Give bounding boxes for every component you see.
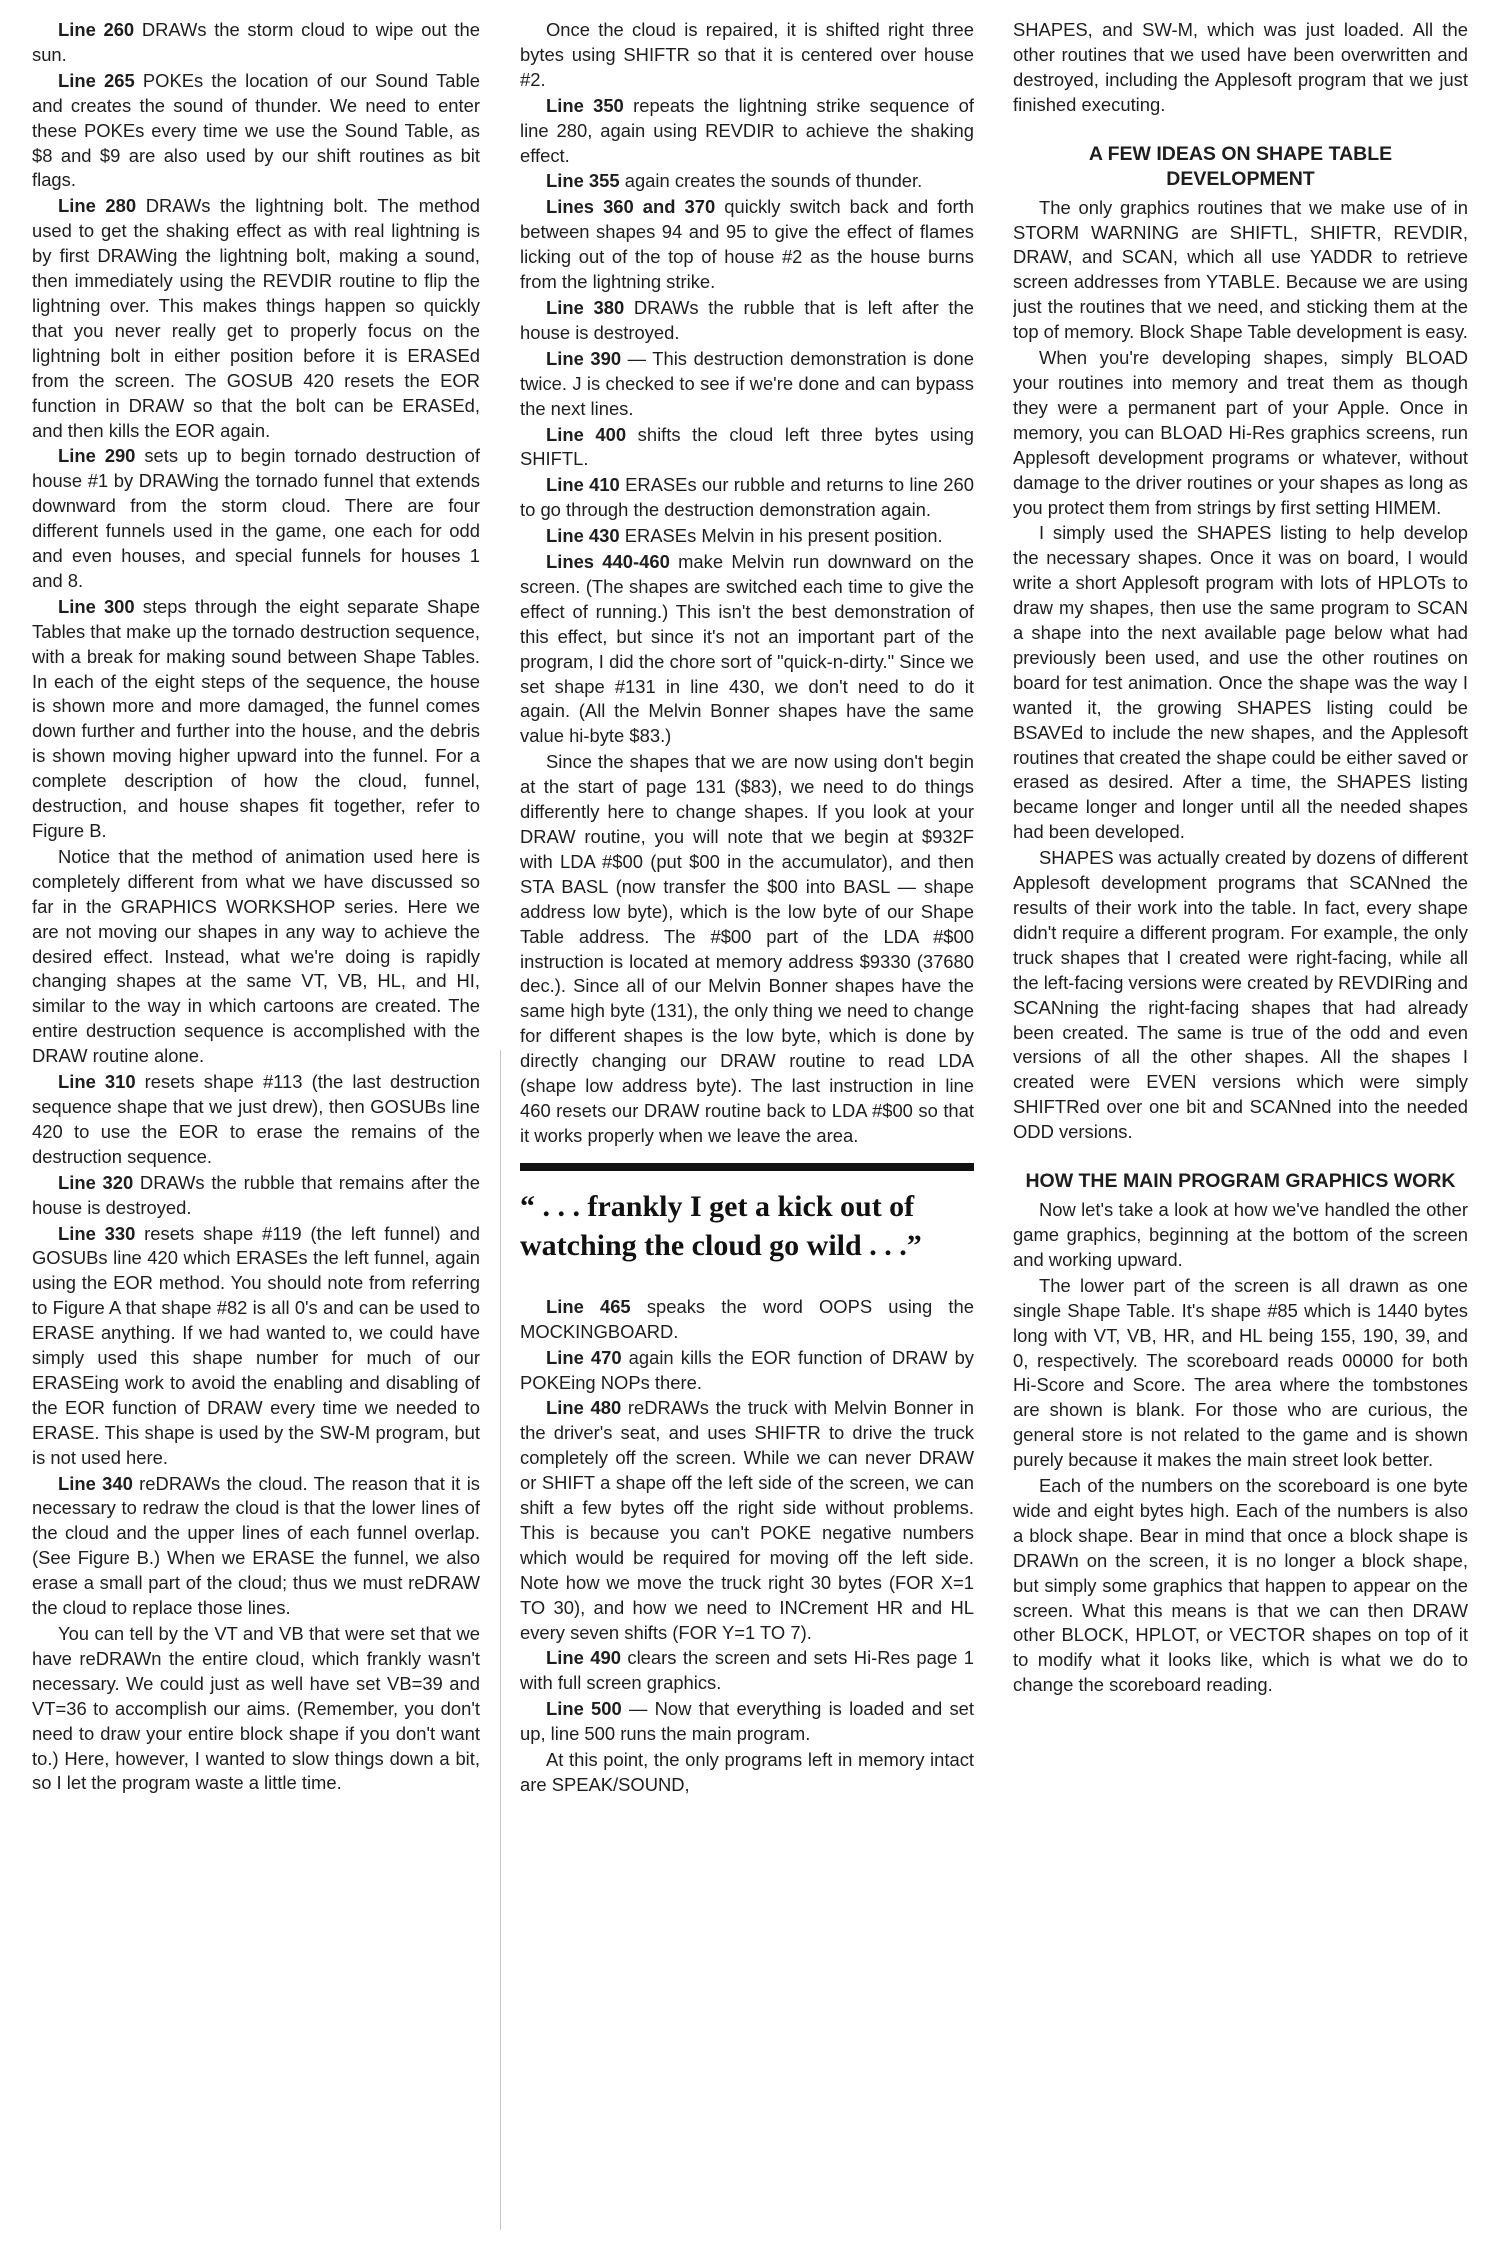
line-reference: Line 390 (546, 347, 622, 369)
column-2 (520, 18, 974, 2228)
line-reference: Line 340 (58, 1472, 133, 1494)
paragraph (520, 296, 974, 346)
line-reference: Line 350 (546, 94, 624, 116)
line-reference: Line 410 (546, 474, 620, 496)
line-reference: Line 470 (546, 1346, 622, 1368)
paragraph-text: Now let's take a look at how we've handled the other game graphics, beginning at the bottom of the screen and working upward. (1013, 1199, 1468, 1270)
paragraph-text: — This destruction demonstration is done twice. J is checked to see if we're done and can bypass the next lines. (520, 347, 974, 419)
paragraph (520, 1295, 974, 1345)
paragraph (520, 473, 974, 523)
line-reference: Line 320 (58, 1171, 134, 1193)
paragraph (520, 1346, 974, 1396)
paragraph-text: Notice that the method of animation used here is completely different from what we have discussed so far in the GRAPHICS WORKSHOP series. Here we are not moving our shapes in any way to achieve the desired effect. Instead, what we're doing is rapidly changing shapes at the same VT, VB, HL, and HI, similar to the way in which cartoons are created. The entire destruction sequence is accomplished with the DRAW routine alone. (32, 845, 480, 1067)
paragraph (32, 1472, 480, 1621)
paragraph (520, 347, 974, 422)
paragraph-text: reDRAWs the cloud. The reason that it is necessary to redraw the cloud is that the lower lines of the cloud and the upper lines of each funnel overlap. (See Figure B.) When we ERASE the funnel, we also erase a small part of the cloud; thus we must reDRAW the cloud to replace those lines. (32, 1472, 480, 1619)
paragraph (32, 1171, 480, 1221)
paragraph (520, 550, 974, 749)
paragraph-text: Each of the numbers on the scoreboard is one byte wide and eight bytes high. Each of the numbers is also a block shape. Bear in mind that once a block shape is DRAWn on the screen, it is no longer a block shape, but simply some graphics that happen to appear on the screen. What this means is that we can then DRAW other BLOCK, HPLOT, or VECTOR shapes on top of it to modify what it looks like, which is what we do to change the scoreboard reading. (1013, 1475, 1468, 1696)
line-reference: Line 380 (546, 296, 625, 318)
line-reference: Line 490 (546, 1647, 621, 1669)
line-reference: Line 290 (58, 445, 136, 467)
paragraph-text: DRAWs the rubble that is left after the house is destroyed. (520, 296, 974, 343)
line-reference: Line 430 (546, 525, 620, 547)
paragraph-text: reDRAWs the truck with Melvin Bonner in the driver's seat, and uses SHIFTR to drive the truck completely off the screen. While we can never DRAW or SHIFT a shape off the left side of the screen, we can shift a few bytes off the right side without problems. This is because you can't POKE negative numbers which would be required for moving off the left side. Note how we move the truck right 30 bytes (FOR X=1 TO 30), and how we need to INCrement HR and HL every seven shifts (FOR Y=1 TO 7). (520, 1397, 974, 1643)
paragraph-text: SHAPES was actually created by dozens of different Applesoft development programs that SCANned the results of their work into the table. In fact, every shape didn't require a different program. For example, the only truck shapes that I created were right-facing, while all the left-facing versions were created by REVDIRing and SCANning the right-facing shapes that had already been created. The same is true of the odd and even versions of all the other shapes. All the shapes I created were EVEN versions which were simply SHIFTRed over one bit and SCANned into the needed ODD versions. (1013, 847, 1468, 1143)
line-reference: Line 330 (58, 1222, 136, 1244)
line-reference: Lines 440-460 (546, 551, 670, 573)
line-reference: Line 500 (546, 1698, 622, 1720)
paragraph (32, 444, 480, 593)
pull-quote: “ . . . frankly I get a kick out of watching the cloud go wild . . .” (520, 1189, 922, 1262)
paragraph (1013, 1474, 1468, 1698)
paragraph-text: POKEs the location of our Sound Table and creates the sound of thunder. We need to enter these POKEs every time we use the Sound Table, as $8 and $9 are also used by our shift routines as bit flags. (32, 69, 480, 191)
paragraph-text: The lower part of the screen is all drawn as one single Shape Table. It's shape #85 which is 1440 bytes long with VT, VB, HR, and HL being 155, 190, 39, and 0, respectively. The scoreboard reads 00000 for both Hi-Score and Score. The area where the tombstones are shown is blank. For those who are curious, the general store is not related to the game and is shown purely because it makes the main street look better. (1013, 1274, 1468, 1471)
line-reference: Line 310 (58, 1071, 136, 1093)
paragraph-text: resets shape #113 (the last destruction sequence shape that we just drew), then GOSUBs line 420 to use the EOR to erase the remains of the destruction sequence. (32, 1071, 480, 1167)
paragraph (520, 195, 974, 295)
paragraph (1013, 1198, 1468, 1273)
paragraph-text: clears the screen and sets Hi-Res page 1 with full screen graphics. (520, 1647, 974, 1694)
paragraph (520, 1748, 974, 1798)
paragraph-text: sets up to begin tornado destruction of house #1 by DRAWing the tornado funnel that extends downward from the storm cloud. There are four different funnels used in the game, one each for odd and even houses, and special funnels for houses 1 and 8. (32, 445, 480, 591)
line-reference: Line 260 (58, 19, 135, 40)
paragraph (32, 595, 480, 844)
paragraph-text: I simply used the SHAPES listing to help develop the necessary shapes. Once it was on board, I would write a short Applesoft program with lots of HPLOTs to draw my shapes, then use the same program to SCAN a shape into the next available page below what had previously been used, and use the other routines on board for test animation. Once the shape was the way I wanted it, the growing SHAPES listing could be BSAVEd to include the new shapes, and the Applesoft routines that created the shape could be either saved or erased as desired. After a time, the SHAPES listing became longer and longer until all the needed shapes had been developed. (1013, 522, 1468, 843)
divider-rule (520, 1163, 974, 1171)
paragraph-text: steps through the eight separate Shape Tables that make up the tornado destruction sequence, with a break for making sound between Shape Tables. In each of the eight steps of the sequence, the house is shown more and more damaged, the funnel comes down further and further into the house, and the debris is shown moving higher upward into the funnel. For a complete description of how the cloud, funnel, destruction, and house shapes fit together, refer to Figure B. (32, 595, 480, 841)
paragraph (1013, 196, 1468, 345)
paragraph-text: shifts the cloud left three bytes using SHIFTL. (520, 423, 974, 470)
paragraph-text: again kills the EOR function of DRAW by POKEing NOPs there. (520, 1346, 974, 1393)
paragraph (520, 18, 974, 93)
paragraph (520, 1646, 974, 1696)
section-heading: HOW THE MAIN PROGRAM GRAPHICS WORK (1025, 1170, 1456, 1193)
paragraph-text: When you're developing shapes, simply BLOAD your routines into memory and treat them as though they were a permanent part of your Apple. Once in memory, you can BLOAD Hi-Res graphics screens, run Applesoft development programs or whatever, without damage to the driver routines or your shapes as long as you protect them from strings by first setting HIMEM. (1013, 347, 1468, 518)
section-heading: A FEW IDEAS ON SHAPE TABLE DEVELOPMENT (1088, 142, 1393, 190)
paragraph (520, 423, 974, 473)
line-reference: Line 480 (546, 1397, 622, 1419)
column-1 (32, 18, 480, 2228)
paragraph-text: DRAWs the lightning bolt. The method used to get the shaking effect as with real lightning is by first DRAWing the lightning bolt, making a sound, then immediately using the REVDIR routine to flip the lightning over. This makes things happen so quickly that you never really get to properly focus on the lightning bolt in either position before it is ERASEd from the screen. The GOSUB 420 resets the EOR function in DRAW so that the bolt can be ERASEd, and then kills the EOR again. (32, 195, 480, 441)
paragraph (1013, 521, 1468, 845)
paragraph-text: You can tell by the VT and VB that were set that we have reDRAWn the entire cloud, which frankly wasn't necessary. We could just as well have set VB=39 and VT=36 to accomplish our aims. (Remember, you don't need to draw your entire block shape if you don't want to.) Here, however, I wanted to slow things down a bit, so I let the program waste a little time. (32, 1623, 480, 1794)
line-reference: Line 265 (58, 69, 135, 91)
paragraph (520, 1396, 974, 1645)
paragraph (520, 94, 974, 169)
paragraph (32, 1622, 480, 1796)
paragraph (1013, 18, 1468, 118)
paragraph-text: again creates the sounds of thunder. (619, 170, 923, 192)
paragraph-text: speaks the word OOPS using the MOCKINGBOARD. (520, 1295, 974, 1342)
paragraph-text: SHAPES, and SW-M, which was just loaded. All the other routines that we used have been overwritten and destroyed, including the Applesoft program that we just finished executing. (1013, 19, 1468, 115)
paragraph-text: DRAWs the storm cloud to wipe out the sun. (32, 19, 480, 65)
paragraph (1013, 346, 1468, 520)
paragraph-text: — Now that everything is loaded and set up, line 500 runs the main program. (520, 1698, 974, 1745)
column-divider (500, 1050, 501, 2230)
paragraph-text: ERASEs Melvin in his present position. (619, 525, 943, 547)
paragraph (32, 194, 480, 443)
paragraph (520, 524, 974, 549)
column-3 (1013, 18, 1468, 2228)
line-reference: Line 355 (546, 170, 620, 192)
line-reference: Line 300 (58, 595, 135, 617)
spacer (520, 1265, 974, 1295)
paragraph (32, 845, 480, 1069)
line-reference: Line 280 (58, 195, 137, 217)
paragraph (520, 1697, 974, 1747)
paragraph (32, 1070, 480, 1170)
paragraph (1013, 846, 1468, 1145)
paragraph (520, 169, 974, 194)
paragraph (1013, 1274, 1468, 1473)
line-reference: Line 465 (546, 1295, 631, 1317)
paragraph-text: ERASEs our rubble and returns to line 260 to go through the destruction demonstration again. (520, 474, 974, 521)
paragraph-text: make Melvin run downward on the screen. (The shapes are switched each time to give the effect of running.) This isn't the best demonstration of this effect, but since it's not an important part of the program, I did the chore sort of "quick-n-dirty." Since we set shape #131 in line 430, we don't need to do it again. (All the Melvin Bonner shapes have the same value hi-byte $83.) (520, 551, 974, 747)
paragraph (32, 18, 480, 68)
paragraph (520, 750, 974, 1149)
paragraph (32, 69, 480, 194)
paragraph-text: Once the cloud is repaired, it is shifted right three bytes using SHIFTR so that it is centered over house #2. (520, 19, 974, 90)
paragraph-text: The only graphics routines that we make use of in STORM WARNING are SHIFTL, SHIFTR, REVDIR, DRAW, and SCAN, which all use YADDR to retrieve screen addresses from YTABLE. Because we are using just the routines that we need, and sticking them at the top of memory. Block Shape Table development is easy. (1013, 196, 1468, 343)
paragraph-text: Since the shapes that we are now using don't begin at the start of page 131 ($83), we need to do things differently here to change shapes. If you look at your DRAW routine, you will note that we begin at $932F with LDA #$00 (put $00 in the accumulator), and then STA BASL (now transfer the $00 into BASL — shape address low byte), which is the low byte of our Shape Table address. The #$00 part of the LDA #$00 instruction is located at memory address $9330 (37680 dec.). Since all of our Melvin Bonner shapes have the same high byte (131), the only thing we need to change for different shapes is the low byte, which is done by directly changing our DRAW routine to read LDA (shape low address byte). The last instruction in line 460 resets our DRAW routine back to LDA #$00 so that it works properly when we leave the area. (520, 751, 974, 1146)
paragraph-text: resets shape #119 (the left funnel) and GOSUBs line 420 which ERASEs the left funnel, again using the EOR method. You should note from referring to Figure A that shape #82 is all 0's and can be used to ERASE anything. If we had wanted to, we could have simply used this shape number for much of our ERASEing work to avoid the enabling and disabling of the EOR function of DRAW every time we needed to ERASE. This shape is used by the SW-M program, but is not used here. (32, 1222, 480, 1468)
paragraph-text: quickly switch back and forth between shapes 94 and 95 to give the effect of flames licking out of the top of house #2 as the house burns from the lightning strike. (520, 196, 974, 293)
paragraph-text: DRAWs the rubble that remains after the house is destroyed. (32, 1171, 480, 1218)
line-reference: Lines 360 and 370 (546, 196, 716, 218)
line-reference: Line 400 (546, 423, 627, 445)
paragraph-text: repeats the lightning strike sequence of line 280, again using REVDIR to achieve the shaking effect. (520, 94, 974, 166)
paragraph-text: At this point, the only programs left in memory intact are SPEAK/SOUND, (520, 1749, 974, 1795)
paragraph (32, 1222, 480, 1471)
